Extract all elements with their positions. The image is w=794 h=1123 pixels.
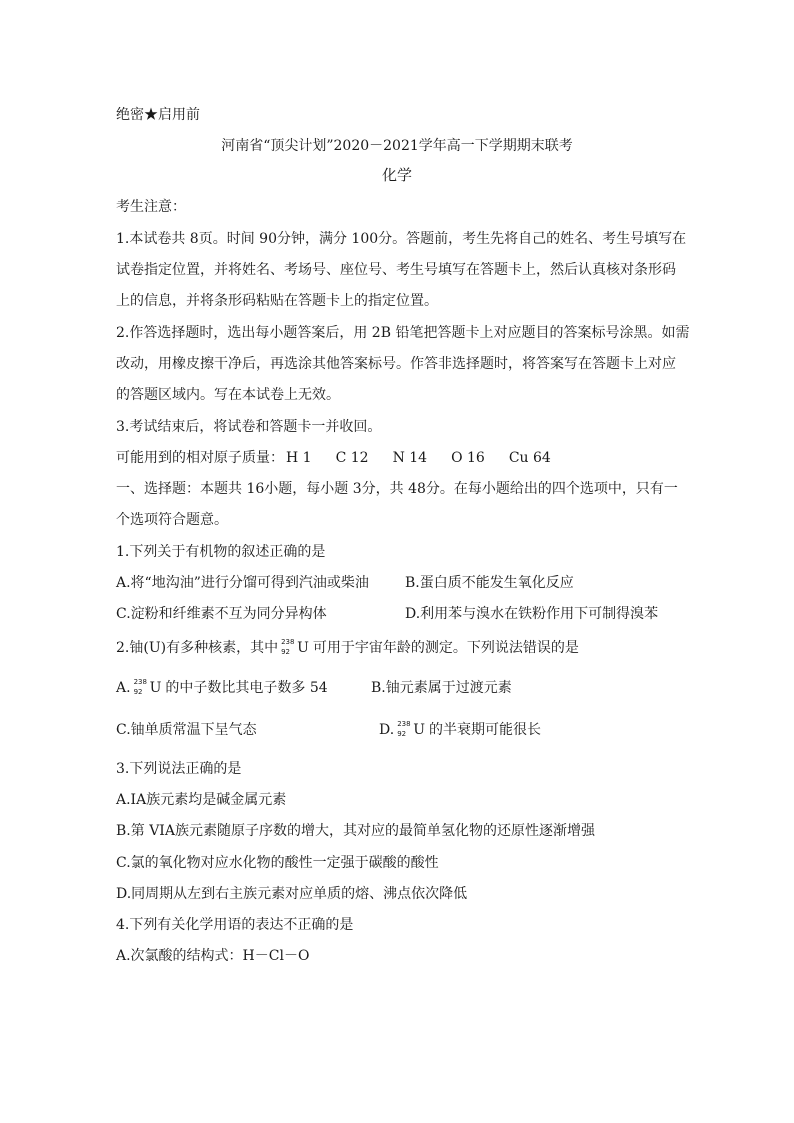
isotope-mass-number: 238 [397,720,411,728]
notice-line: 改动，用橡皮擦干净后，再选涂其他答案标号。作答非选择题时，将答案写在答题卡上对应 [116,356,676,372]
isotope-atomic-number: 92 [281,648,291,656]
question-2-stem-prefix: 2.铀(U)有多种核素，其中 [116,640,279,656]
exam-title: 河南省“顶尖计划”2020－2021学年高一下学期期末联考 [221,138,573,154]
question-2-option-c: C.铀单质常温下呈气态 [116,722,257,738]
option-letter: A. [116,680,131,696]
isotope-symbol: U [149,680,162,696]
option-text: 的中子数比其电子数多 54 [165,680,328,696]
subject-title: 化学 [381,166,412,184]
option-letter: D. [379,722,395,738]
section-instructions: 个选项符合题意。 [116,512,228,528]
notice-line: 的答题区域内。写在本试卷上无效。 [116,387,340,403]
question-1-option-a: A.将“地沟油”进行分馏可得到汽油或柴油 [116,575,369,591]
question-3-option-d: D.同周期从左到右主族元素对应单质的熔、沸点依次降低 [116,886,468,902]
notice-line: 试卷指定位置，并将姓名、考场号、座位号、考生号填写在答题卡上，然后认真核对条形码 [116,262,676,278]
notice-line: 2.作答选择题时，选出每小题答案后，用 2B 铅笔把答题卡上对应题目的答案标号涂黑。如需 [116,325,690,341]
question-1-option-d: D.利用苯与溴水在铁粉作用下可制得溴苯 [405,606,659,622]
atomic-masses [116,449,551,467]
atomic-mass-item: N 14 [392,450,428,466]
question-1-option-c: C.淀粉和纤维素不互为同分异构体 [116,606,327,622]
isotope-notation [134,679,148,697]
isotope-mass-number: 238 [281,638,295,646]
question-4-stem: 4.下列有关化学用语的表达不正确的是 [116,917,354,933]
question-2-option-b: B.铀元素属于过渡元素 [371,680,512,696]
question-4-option-a: A.次氯酸的结构式：H－Cl－O [116,948,310,964]
question-1-stem: 1.下列关于有机物的叙述正确的是 [116,544,326,560]
question-3-option-a: A.IA族元素均是碱金属元素 [116,792,287,808]
question-2-option-d [379,721,541,739]
question-2-stem [116,639,579,657]
atomic-masses-label: 可能用到的相对原子质量： [116,450,284,466]
atomic-mass-item: Cu 64 [508,450,551,466]
option-text: 的半衰期可能很长 [429,722,541,738]
section-instructions: 一、选择题：本题共 16小题，每小题 3分，共 48分。在每小题给出的四个选项中，只有一 [116,481,678,497]
question-1-option-b: B.蛋白质不能发生氧化反应 [405,575,574,591]
isotope-symbol: U [413,722,425,738]
atomic-mass-item: O 16 [451,450,485,466]
confidential-mark: 绝密★启用前 [116,107,200,123]
question-2-option-a [116,679,328,697]
atomic-mass-item: C 12 [335,450,369,466]
isotope-notation [397,721,411,739]
question-3-option-c: C.氯的氧化物对应水化物的酸性一定强于碳酸的酸性 [116,855,439,871]
isotope-atomic-number: 92 [133,688,143,696]
notice-line: 3.考试结束后，将试卷和答题卡一并收回。 [116,419,382,435]
question-2-stem-suffix: 可用于宇宙年龄的测定。下列说法错误的是 [312,640,579,656]
notice-heading: 考生注意： [116,199,186,215]
question-3-option-b: B.第 VIA族元素随原子序数的增大，其对应的最简单氢化物的还原性逐渐增强 [116,823,595,839]
question-3-stem: 3.下列说法正确的是 [116,761,242,777]
isotope-symbol: U [297,640,309,656]
notice-line: 上的信息，并将条形码粘贴在答题卡上的指定位置。 [116,293,438,309]
isotope-mass-number: 238 [133,678,147,686]
notice-line: 1.本试卷共 8页。时间 90分钟，满分 100分。答题前，考生先将自己的姓名、考生号填写在 [116,231,687,247]
isotope-atomic-number: 92 [397,730,407,738]
isotope-notation [281,639,295,657]
atomic-mass-item: H 1 [286,450,312,466]
